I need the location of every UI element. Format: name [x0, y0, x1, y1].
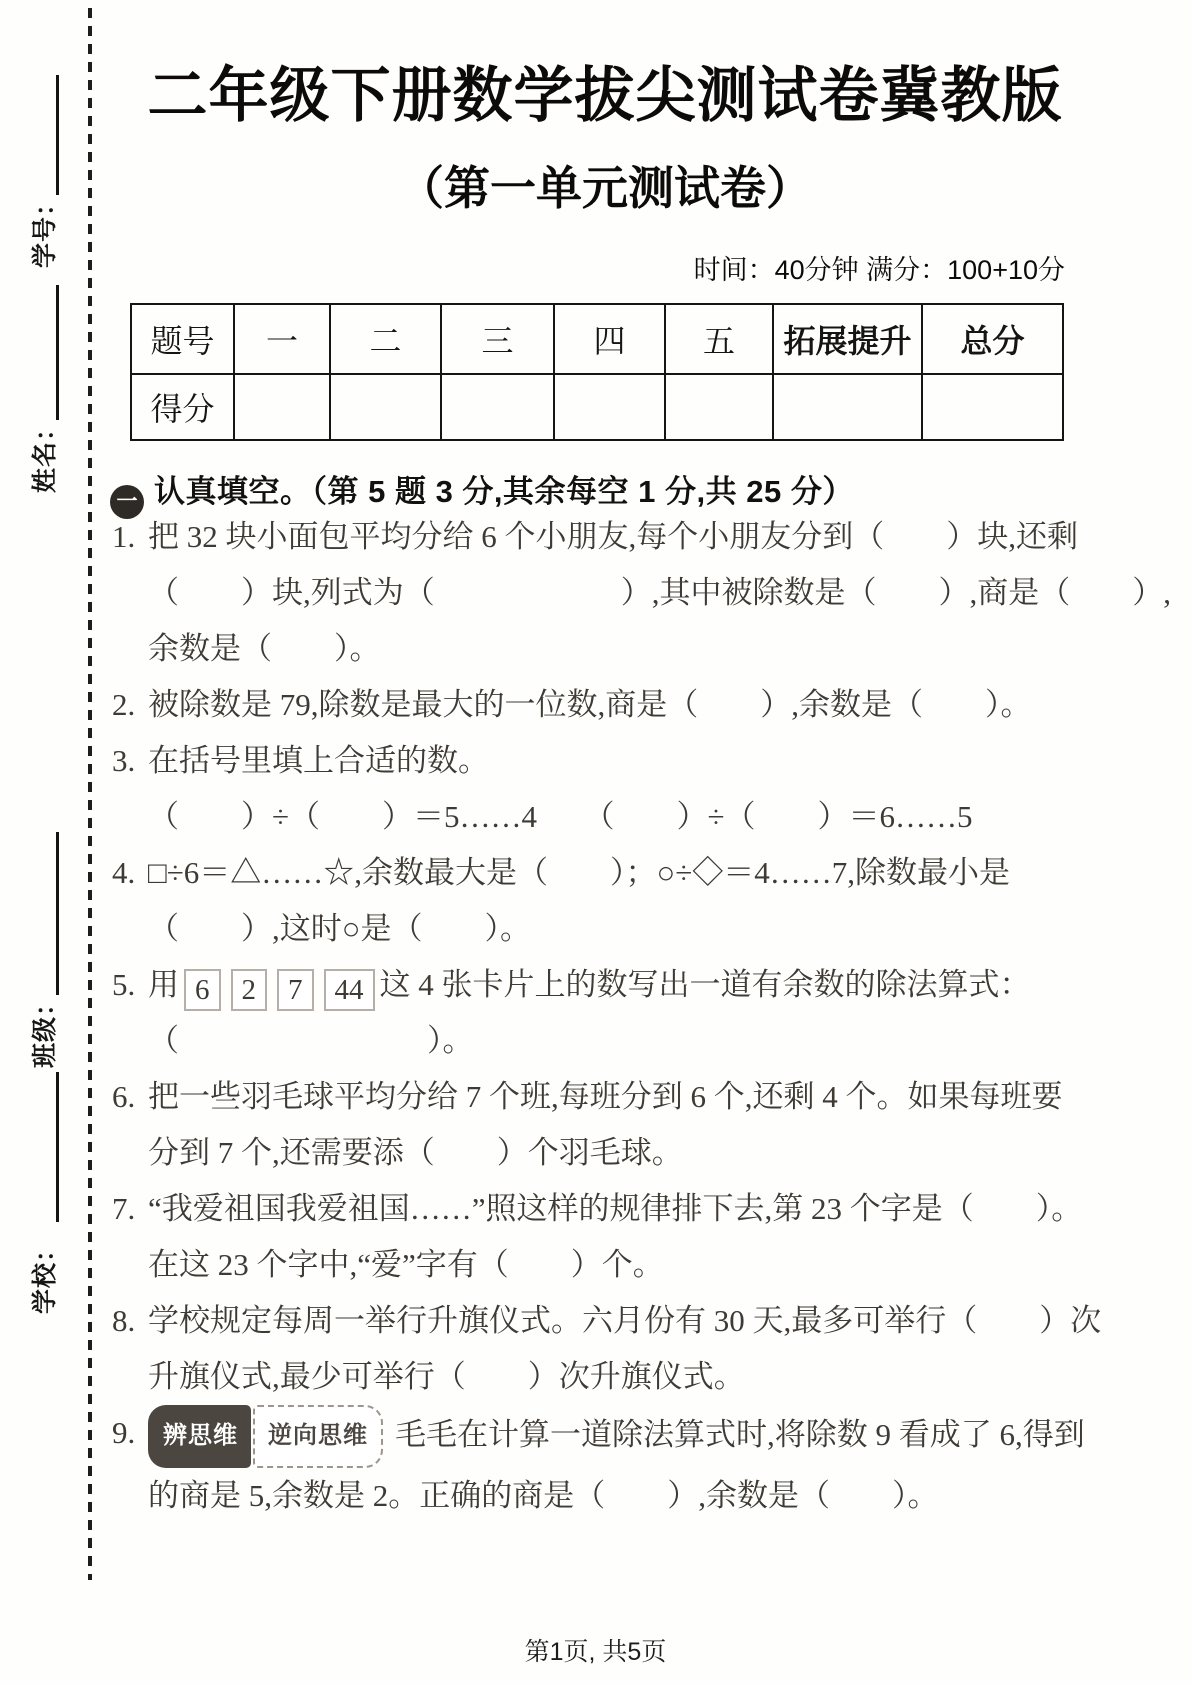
question-9: [112, 1405, 1112, 1524]
question-text: 学校规定每周一举行升旗仪式。六月份有 30 天,最多可举行（ ）次: [148, 1303, 1102, 1338]
question-5: [112, 957, 1112, 1069]
question-text: □÷6＝△……☆,余数最大是（ ）；○÷◇＝4……7,除数最小是: [148, 855, 1010, 890]
question-equations: （ ）÷（ ）＝5……4 （ ）÷（ ）＝6……5: [148, 799, 973, 834]
number-card: 7: [277, 969, 314, 1011]
header-part-5: 五: [665, 304, 773, 374]
question-6: [112, 1069, 1112, 1181]
question-text: 把一些羽毛球平均分给 7 个班,每班分到 6 个,还剩 4 个。如果每班要: [148, 1079, 1063, 1114]
section-number-badge: 一: [110, 485, 144, 519]
question-text-prefix: 用: [148, 967, 179, 1002]
page-subtitle: （第一单元测试卷）: [398, 162, 812, 214]
question-text: 把 32 块小面包平均分给 6 个小朋友,每个小朋友分到（ ）块,还剩: [148, 519, 1078, 554]
header-part-3: 三: [441, 304, 554, 374]
question-2: [112, 677, 1112, 733]
class-label: 班级：: [31, 990, 59, 1069]
question-number: 7.: [112, 1191, 136, 1226]
margin-dashed-line: [88, 8, 92, 1580]
student-name-label: 姓名：: [31, 415, 59, 494]
score-table: [130, 303, 1064, 441]
questions-list: [112, 509, 1171, 1524]
score-cell-empty: [773, 374, 922, 440]
header-part-1: 一: [234, 304, 330, 374]
header-part-2: 二: [330, 304, 441, 374]
student-id-label: 学号：: [31, 190, 59, 269]
score-cell-empty: [554, 374, 665, 440]
school-write-line: [56, 1072, 59, 1222]
question-text-suffix: 这 4 张卡片上的数写出一道有余数的除法算式：: [379, 967, 1031, 1002]
question-number: 9.: [112, 1415, 136, 1450]
question-number: 5.: [112, 967, 136, 1002]
score-cell-empty: [922, 374, 1063, 440]
school-label: 学校：: [31, 1236, 59, 1315]
question-text: 升旗仪式,最少可举行（ ）次升旗仪式。: [148, 1359, 745, 1394]
question-text: （ ）,这时○是（ ）。: [148, 911, 531, 946]
thinking-badge: [148, 1405, 383, 1468]
question-text: 被除数是 79,除数是最大的一位数,商是（ ）,余数是（ ）。: [148, 687, 1032, 722]
score-table-header-row: [131, 304, 1063, 374]
question-number: 8.: [112, 1303, 136, 1338]
question-text: [148, 957, 1112, 1013]
thinking-badge-light: 逆向思维: [253, 1405, 383, 1468]
score-table-score-row: [131, 374, 1063, 440]
question-text: 余数是（ ）。: [148, 631, 381, 666]
number-card: 44: [324, 969, 375, 1011]
question-number: 4.: [112, 855, 136, 890]
question-text-body: 毛毛在计算一道除法算式时,将除数 9 看成了 6,得到: [395, 1417, 1085, 1452]
question-number: 1.: [112, 519, 136, 554]
header-total: 总分: [922, 304, 1063, 374]
exam-meta: 时间：40分钟 满分：100+10分: [693, 255, 1065, 285]
question-3: [112, 733, 1112, 845]
score-cell-empty: [234, 374, 330, 440]
score-row-label: 得分: [131, 374, 234, 440]
question-text: 分到 7 个,还需要添（ ）个羽毛球。: [148, 1135, 683, 1170]
score-cell-empty: [441, 374, 554, 440]
question-text: 的商是 5,余数是 2。正确的商是（ ）,余数是（ ）。: [148, 1478, 939, 1513]
score-cell-empty: [330, 374, 441, 440]
student-name-write-line: [56, 285, 59, 420]
answer-blank-line: （ ）。: [148, 1023, 474, 1058]
page-title: 二年级下册数学拔尖测试卷冀教版: [147, 62, 1063, 129]
question-text: 在括号里填上合适的数。: [148, 743, 489, 778]
question-text: （ ）块,列式为（ ）,其中被除数是（ ）,商是（ ）,: [148, 575, 1171, 610]
score-cell-empty: [665, 374, 773, 440]
question-text: 在这 23 个字中,“爱”字有（ ）个。: [148, 1247, 664, 1282]
question-text: [148, 1405, 1112, 1468]
question-1: [112, 509, 1171, 677]
header-question-number: 题号: [131, 304, 234, 374]
header-extension: 拓展提升: [773, 304, 922, 374]
question-number: 6.: [112, 1079, 136, 1114]
section-title: 认真填空。（第 5 题 3 分,其余每空 1 分,共 25 分）: [154, 474, 854, 509]
number-card: 6: [184, 969, 221, 1011]
question-7: [112, 1181, 1112, 1293]
class-write-line: [56, 832, 59, 995]
thinking-badge-dark: 辨思维: [148, 1405, 251, 1468]
question-text: “我爱祖国我爱祖国……”照这样的规律排下去,第 23 个字是（ ）。: [148, 1191, 1083, 1226]
question-8: [112, 1293, 1112, 1405]
page-footer: 第1页, 共5页: [524, 1638, 667, 1666]
question-number: 3.: [112, 743, 136, 778]
header-part-4: 四: [554, 304, 665, 374]
number-card: 2: [231, 969, 268, 1011]
question-4: [112, 845, 1112, 957]
question-number: 2.: [112, 687, 136, 722]
student-id-write-line: [56, 75, 59, 195]
